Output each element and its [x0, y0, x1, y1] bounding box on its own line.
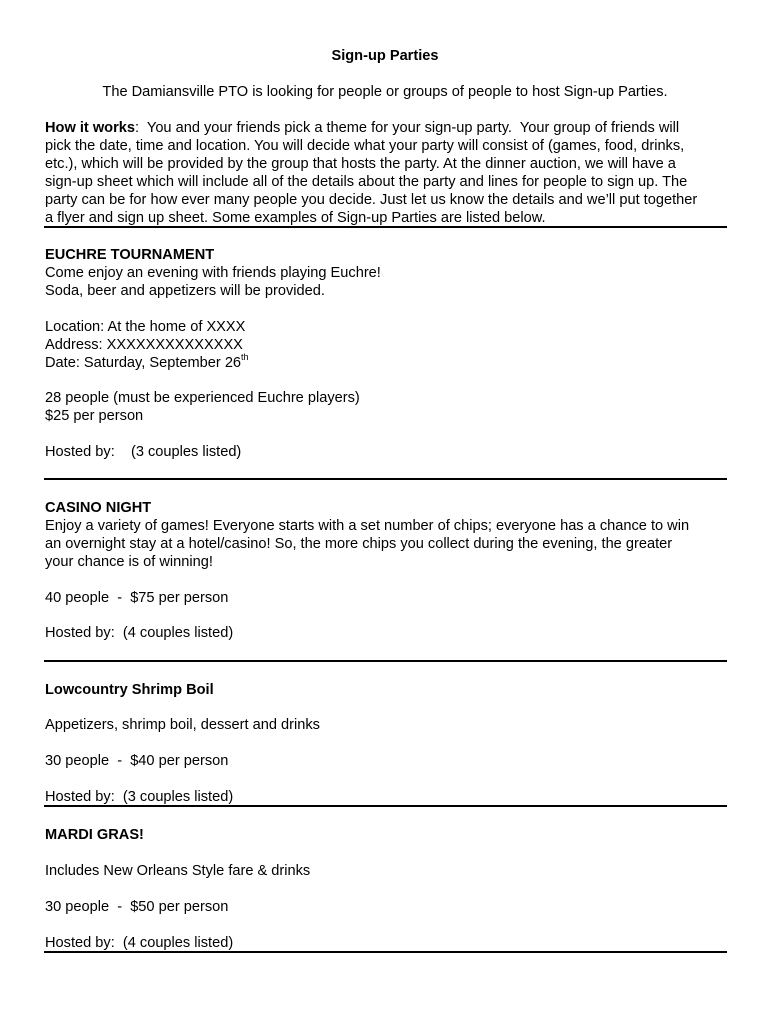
- how-it-works-line: etc.), which will be provided by the group that hosts the party. At the dinner auction, we will have a: [45, 156, 676, 172]
- mardi-heading: MARDI GRAS!: [45, 827, 144, 843]
- casino-heading: CASINO NIGHT: [45, 500, 152, 516]
- euchre-date-text: Date: Saturday, September 26: [45, 355, 242, 371]
- euchre-location: Location: At the home of XXXX: [45, 319, 246, 335]
- how-it-works-colon: :: [135, 120, 140, 136]
- euchre-date-suffix: th: [241, 352, 249, 363]
- how-it-works-line: sign-up sheet which will include all of the details about the party and lines for people to sign up. The: [45, 174, 688, 190]
- intro-text: The Damiansville PTO is looking for people or groups of people to host Sign-up Parties.: [102, 84, 668, 100]
- how-it-works-paragraph: [45, 119, 730, 227]
- how-it-works-line: [45, 119, 730, 137]
- casino-desc-line: Enjoy a variety of games! Everyone starts with a set number of chips; everyone has a chance to win: [45, 518, 690, 534]
- how-it-works-label: How it works: [45, 120, 136, 136]
- euchre-desc-1: Come enjoy an evening with friends playing Euchre!: [45, 265, 381, 281]
- euchre-date: [45, 354, 249, 372]
- shrimp-hosted: Hosted by: (3 couples listed): [45, 789, 234, 805]
- mardi-people-price: 30 people - $50 per person: [45, 899, 229, 915]
- divider: [44, 660, 727, 662]
- casino-hosted: Hosted by: (4 couples listed): [45, 625, 234, 641]
- euchre-people: 28 people (must be experienced Euchre players): [45, 390, 360, 406]
- shrimp-people-price: 30 people - $40 per person: [45, 753, 229, 769]
- how-it-works-line: party can be for how ever many people you decide. Just let us know the details and we’ll put together: [45, 192, 698, 208]
- euchre-desc-2: Soda, beer and appetizers will be provided.: [45, 283, 325, 299]
- mardi-hosted: Hosted by: (4 couples listed): [45, 935, 234, 951]
- shrimp-heading: Lowcountry Shrimp Boil: [45, 682, 214, 698]
- divider: [44, 805, 727, 807]
- divider: [44, 478, 727, 480]
- how-it-works-line: pick the date, time and location. You will decide what your party will consist of (games, food, drinks,: [45, 138, 685, 154]
- divider: [44, 226, 727, 228]
- euchre-price: $25 per person: [45, 408, 144, 424]
- divider: [44, 951, 727, 953]
- euchre-heading: EUCHRE TOURNAMENT: [45, 247, 215, 263]
- how-it-works-line: a flyer and sign up sheet. Some examples of Sign-up Parties are listed below.: [45, 210, 546, 226]
- casino-desc-line: your chance is of winning!: [45, 554, 213, 570]
- euchre-address: Address: XXXXXXXXXXXXXX: [45, 337, 243, 353]
- page-title: Sign-up Parties: [331, 48, 439, 64]
- euchre-hosted: Hosted by: (3 couples listed): [45, 444, 242, 460]
- how-it-works-text: You and your friends pick a theme for your sign-up party. Your group of friends will: [139, 120, 680, 136]
- mardi-desc: Includes New Orleans Style fare & drinks: [45, 863, 311, 879]
- casino-desc-line: an overnight stay at a hotel/casino! So, the more chips you collect during the evening, the greater: [45, 536, 673, 552]
- shrimp-desc: Appetizers, shrimp boil, dessert and drinks: [45, 717, 320, 733]
- casino-people-price: 40 people - $75 per person: [45, 590, 229, 606]
